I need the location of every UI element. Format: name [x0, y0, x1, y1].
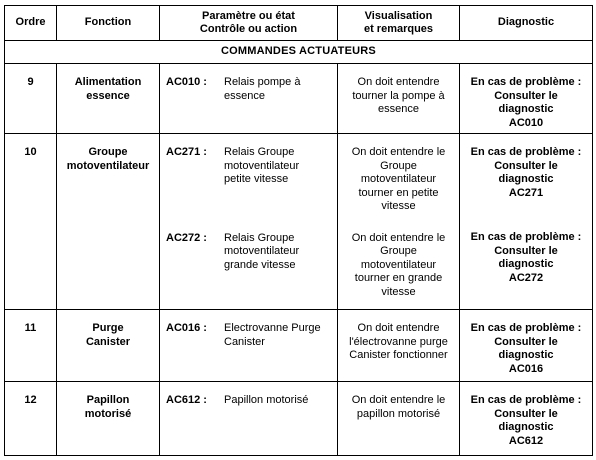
- visualisation-line: motoventilateur: [360, 173, 437, 185]
- visualisation-line: motoventilateur: [360, 258, 437, 271]
- visualisation-cell: [338, 310, 460, 382]
- diagnostic-line: diagnostic: [498, 421, 554, 433]
- function-cell: [57, 134, 160, 310]
- diagnostic-line: diagnostic: [498, 103, 554, 115]
- parameter-line: Relais Groupe: [224, 146, 295, 158]
- parameter-item: [160, 322, 337, 349]
- diagnostic-cell: [460, 382, 593, 456]
- function-cell: [57, 64, 160, 134]
- section-title: COMMANDES ACTUATEURS: [5, 41, 593, 64]
- order-cell: 10: [5, 134, 57, 310]
- parameter-code: AC271 :: [166, 146, 207, 158]
- parameter-line: Relais pompe à: [224, 76, 301, 88]
- parameter-cell: [160, 382, 338, 456]
- function-line: motorisé: [84, 407, 132, 420]
- header-visualisation: [338, 6, 460, 41]
- visualisation-line: Groupe: [380, 159, 417, 172]
- visualisation-line: Canister fonctionner: [349, 349, 448, 361]
- header-parametre: [160, 6, 338, 41]
- parameter-text: [224, 394, 337, 408]
- diagnostic-line: AC612: [508, 434, 544, 447]
- function-line: essence: [86, 89, 130, 102]
- header-parametre-line: Paramètre ou état: [202, 9, 295, 22]
- visualisation-line: On doit entendre: [357, 322, 440, 334]
- parameter-code: AC016 :: [166, 322, 207, 334]
- visualisation-line: papillon motorisé: [356, 407, 441, 420]
- parameter-item: [160, 146, 337, 187]
- diagnostic-line: AC272: [508, 271, 544, 284]
- header-visualisation-line: Visualisation: [364, 9, 433, 22]
- diagnostic-line: AC016: [508, 362, 544, 375]
- parameter-text: [224, 76, 337, 103]
- parameter-line: Canister: [224, 335, 265, 348]
- parameter-line: Electrovanne Purge: [224, 322, 321, 334]
- actuator-command-table: [4, 5, 593, 456]
- function-cell: [57, 310, 160, 382]
- diagnostic-line: En cas de problème :: [470, 394, 582, 406]
- diagnostic-line: AC010: [508, 116, 544, 129]
- parameter-text: [224, 322, 337, 349]
- visualisation-line: vitesse: [381, 285, 416, 298]
- visualisation-line: On doit entendre le: [351, 394, 446, 406]
- parameter-code: AC612 :: [166, 394, 207, 406]
- function-line: Canister: [85, 335, 131, 348]
- diagnostic-line: diagnostic: [498, 173, 554, 185]
- function-line: Purge: [92, 322, 124, 334]
- parameter-cell: [160, 310, 338, 382]
- table-row: [5, 310, 593, 382]
- function-line: motoventilateur: [66, 159, 150, 172]
- visualisation-line: tourner la pompe à: [352, 89, 445, 102]
- diagnostic-line: En cas de problème :: [470, 322, 582, 334]
- parameter-line: motoventilateur: [224, 159, 300, 172]
- parameter-item: [160, 76, 337, 103]
- parameter-line: Papillon motorisé: [224, 394, 309, 406]
- diagnostic-line: Consulter le: [494, 407, 558, 420]
- header-fonction: Fonction: [57, 6, 160, 41]
- diagnostic-line: diagnostic: [498, 349, 554, 361]
- diagnostic-line: En cas de problème :: [470, 231, 582, 243]
- visualisation-cell: [338, 64, 460, 134]
- diagnostic-line: Consulter le: [494, 244, 558, 257]
- order-cell: 11: [5, 310, 57, 382]
- header-parametre-line: Contrôle ou action: [199, 23, 298, 35]
- visualisation-line: On doit entendre le: [351, 231, 446, 244]
- parameter-text: [224, 232, 337, 273]
- diagnostic-line: Consulter le: [494, 89, 558, 102]
- visualisation-line: On doit entendre: [357, 76, 440, 88]
- diagnostic-cell: [460, 64, 593, 134]
- spacer: [160, 187, 337, 232]
- parameter-code: AC272 :: [166, 231, 207, 244]
- diagnostic-line: En cas de problème :: [470, 76, 582, 88]
- visualisation-line: Groupe: [380, 245, 417, 257]
- header-diagnostic: Diagnostic: [460, 6, 593, 41]
- order-cell: 12: [5, 382, 57, 456]
- diagnostic-line: AC271: [508, 186, 544, 199]
- parameter-item: [160, 394, 337, 408]
- diagnostic-cell: [460, 310, 593, 382]
- table-row: [5, 134, 593, 310]
- function-cell: [57, 382, 160, 456]
- visualisation-line: tourner en petite: [358, 186, 439, 199]
- diagnostic-line: En cas de problème :: [470, 146, 582, 158]
- function-line: Alimentation: [74, 76, 142, 88]
- parameter-code: AC010 :: [166, 76, 207, 88]
- header-visualisation-line: et remarques: [363, 23, 434, 35]
- visualisation-line: l'électrovanne purge: [349, 335, 448, 348]
- parameter-cell: [160, 64, 338, 134]
- parameter-cell: [160, 134, 338, 310]
- spacer: [460, 200, 592, 231]
- order-cell: 9: [5, 64, 57, 134]
- function-line: Papillon: [86, 394, 130, 406]
- diagnostic-line: Consulter le: [494, 335, 558, 348]
- visualisation-line: essence: [378, 103, 419, 115]
- spacer: [338, 214, 459, 232]
- visualisation-cell: [338, 382, 460, 456]
- parameter-line: Relais Groupe: [224, 231, 295, 244]
- table-row: [5, 64, 593, 134]
- header-row: [5, 6, 593, 41]
- parameter-item: [160, 232, 337, 273]
- diagnostic-line: Consulter le: [494, 159, 558, 172]
- table-row: [5, 382, 593, 456]
- visualisation-line: On doit entendre le: [351, 146, 446, 158]
- parameter-line: grande vitesse: [224, 258, 296, 271]
- visualisation-line: tourner en grande: [354, 272, 443, 284]
- header-ordre: Ordre: [5, 6, 57, 41]
- visualisation-line: vitesse: [381, 200, 416, 212]
- function-line: Groupe: [88, 146, 128, 158]
- parameter-text: [224, 146, 337, 187]
- section-row: [5, 41, 593, 64]
- visualisation-cell: [338, 134, 460, 310]
- parameter-line: petite vitesse: [224, 173, 289, 185]
- parameter-line: essence: [224, 89, 265, 102]
- parameter-line: motoventilateur: [224, 245, 300, 257]
- diagnostic-cell: [460, 134, 593, 310]
- diagnostic-line: diagnostic: [498, 258, 554, 270]
